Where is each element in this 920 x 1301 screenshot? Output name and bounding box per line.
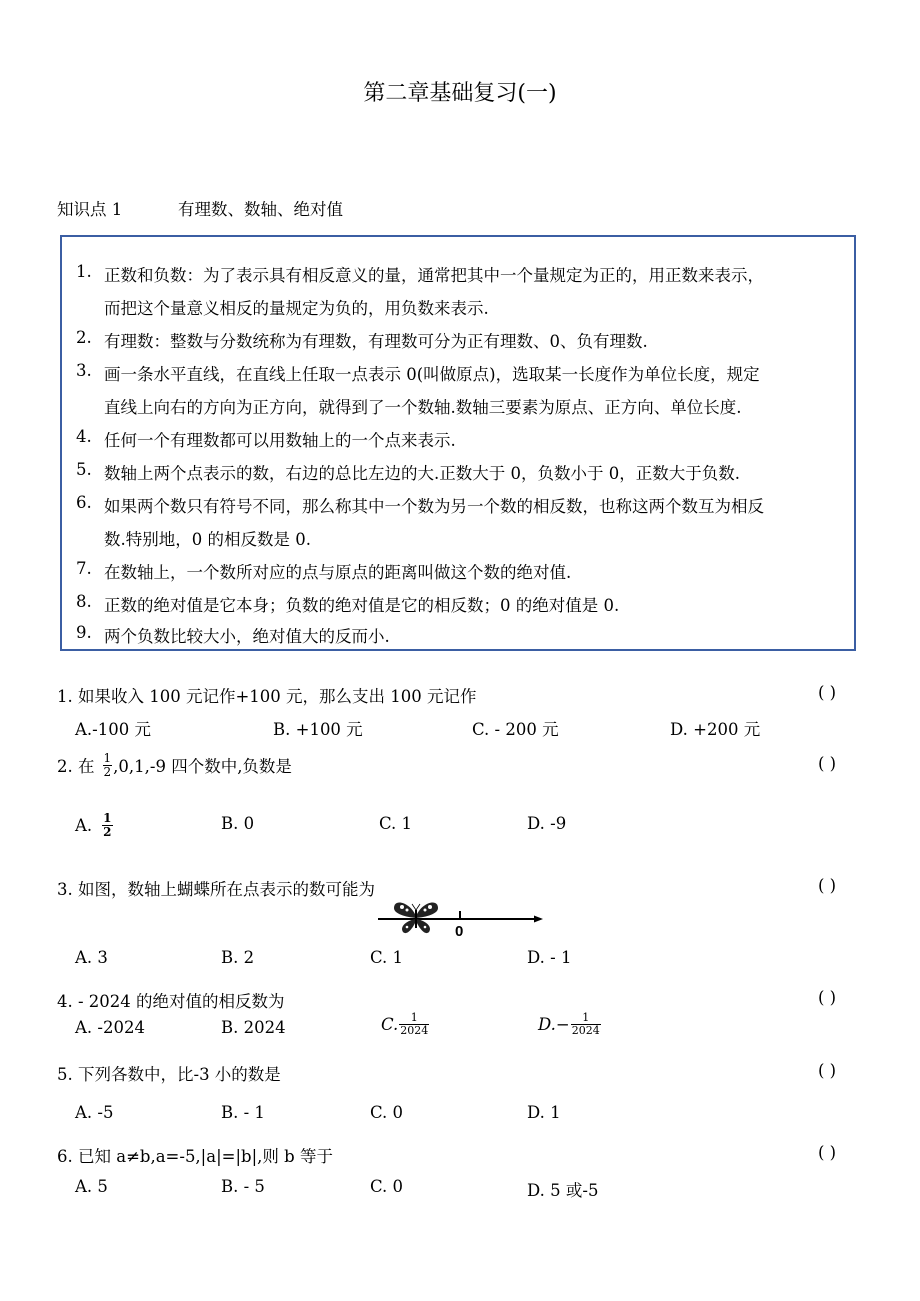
- item-num: 8.: [76, 592, 92, 611]
- item-text: 直线上向右的方向为正方向，就得到了一个数轴.数轴三要素为原点、正方向、单位长度.: [104, 398, 742, 417]
- item-text: 画一条水平直线，在直线上任取一点表示 0(叫做原点)，选取某一长度作为单位长度，规定: [104, 365, 760, 384]
- item-num: 7.: [76, 559, 92, 578]
- item-text: 而把这个量意义相反的量规定为负的，用负数来表示.: [104, 299, 489, 318]
- fraction-numerator: 1: [103, 811, 112, 825]
- fraction-option-c: [399, 1012, 429, 1036]
- number-line-figure: [375, 896, 550, 942]
- option-c[interactable]: C. - 200 元: [472, 720, 559, 739]
- fraction-denominator: 2024: [400, 1023, 429, 1037]
- option-c[interactable]: C. 1: [370, 948, 404, 967]
- option-d[interactable]: [538, 1012, 601, 1036]
- option-b[interactable]: B. - 5: [221, 1177, 265, 1196]
- item-text: 有理数：整数与分数统称为有理数，有理数可分为正有理数、0、负有理数.: [104, 332, 648, 351]
- fraction-numerator: 1: [103, 751, 112, 765]
- option-a[interactable]: A. -2024: [75, 1018, 145, 1037]
- option-a[interactable]: A. 3: [75, 948, 108, 967]
- arrow-icon: [534, 916, 543, 923]
- item-text: 如果两个数只有符号不同，那么称其中一个数为另一个数的相反数，也称这两个数互为相反: [104, 497, 764, 516]
- item-text: 正数和负数：为了表示具有相反意义的量，通常把其中一个量规定为正的，用正数来表示，: [104, 266, 764, 285]
- fraction-numerator: 1: [410, 1011, 418, 1024]
- option-d-prefix: D.−: [538, 1014, 570, 1034]
- answer-blank[interactable]: ( ): [818, 876, 837, 895]
- question-3-stem: 3. 如图，数轴上蝴蝶所在点表示的数可能为: [57, 880, 375, 899]
- item-text: 数.特别地，0 的相反数是 0.: [104, 530, 311, 549]
- question-4-stem: 4. - 2024 的绝对值的相反数为: [57, 992, 285, 1011]
- item-num: 1.: [76, 262, 92, 281]
- option-b[interactable]: B. +100 元: [273, 720, 363, 739]
- fraction-half: [102, 812, 112, 838]
- option-d[interactable]: D. -9: [527, 814, 567, 833]
- question-2-suffix: ,0,1,-9 四个数中,负数是: [113, 757, 292, 777]
- option-b[interactable]: B. 2: [221, 948, 255, 967]
- option-d[interactable]: D. 1: [527, 1103, 561, 1122]
- option-d[interactable]: D. 5 或-5: [527, 1181, 599, 1200]
- item-text: 在数轴上，一个数所对应的点与原点的距离叫做这个数的绝对值.: [104, 563, 572, 582]
- option-d[interactable]: D. - 1: [527, 948, 572, 967]
- page-title: 第二章基础复习(一): [363, 81, 557, 106]
- option-a[interactable]: A. 5: [75, 1177, 108, 1196]
- item-num: 4.: [76, 427, 92, 446]
- knowledge-box: [60, 235, 856, 651]
- item-num: 3.: [76, 361, 92, 380]
- answer-blank[interactable]: ( ): [818, 1061, 837, 1080]
- question-2-prefix: 2. 在: [57, 757, 95, 777]
- item-text: 正数的绝对值是它本身；负数的绝对值是它的相反数；0 的绝对值是 0.: [104, 596, 620, 615]
- option-b[interactable]: B. 2024: [221, 1018, 286, 1037]
- origin-label: 0: [455, 923, 464, 940]
- butterfly-icon: [394, 902, 438, 933]
- option-a-prefix: A.: [75, 815, 93, 835]
- option-c[interactable]: C. 0: [370, 1177, 404, 1196]
- question-2-stem: [57, 752, 292, 778]
- question-1-stem: 1. 如果收入 100 元记作+100 元，那么支出 100 元记作: [57, 687, 477, 706]
- option-a[interactable]: [75, 812, 113, 838]
- item-text: 任何一个有理数都可以用数轴上的一个点来表示.: [104, 431, 456, 450]
- fraction-numerator: 1: [582, 1011, 590, 1024]
- item-text: 数轴上两个点表示的数，右边的总比左边的大.正数大于 0，负数小于 0，正数大于负数.: [104, 464, 740, 483]
- knowledge-point-label: 知识点 1: [57, 200, 123, 219]
- fraction-denominator: 2024: [571, 1023, 600, 1037]
- answer-blank[interactable]: ( ): [818, 1143, 837, 1162]
- item-num: 2.: [76, 328, 92, 347]
- item-num: 5.: [76, 460, 92, 479]
- option-b[interactable]: B. 0: [221, 814, 255, 833]
- fraction-denominator: 2: [103, 764, 112, 779]
- option-a[interactable]: A. -5: [75, 1103, 114, 1122]
- answer-blank[interactable]: ( ): [818, 683, 837, 702]
- answer-blank[interactable]: ( ): [818, 754, 837, 773]
- fraction-option-d: [571, 1012, 601, 1036]
- option-c[interactable]: C. 1: [379, 814, 413, 833]
- item-text: 两个负数比较大小，绝对值大的反而小.: [104, 627, 390, 646]
- fraction-denominator: 2: [103, 824, 112, 839]
- knowledge-point-topic: 有理数、数轴、绝对值: [178, 200, 343, 219]
- option-c-prefix: C.: [381, 1014, 399, 1034]
- answer-blank[interactable]: ( ): [818, 988, 837, 1007]
- question-5-stem: 5. 下列各数中，比-3 小的数是: [57, 1065, 281, 1084]
- item-num: 9.: [76, 623, 92, 642]
- option-a[interactable]: A.-100 元: [75, 720, 151, 739]
- option-d[interactable]: D. +200 元: [670, 720, 761, 739]
- option-c[interactable]: [381, 1012, 429, 1036]
- question-6-stem: 6. 已知 a≠b,a=-5,|a|=|b|,则 b 等于: [57, 1147, 333, 1166]
- item-num: 6.: [76, 493, 92, 512]
- option-b[interactable]: B. - 1: [221, 1103, 265, 1122]
- option-c[interactable]: C. 0: [370, 1103, 404, 1122]
- fraction-half: [103, 752, 113, 778]
